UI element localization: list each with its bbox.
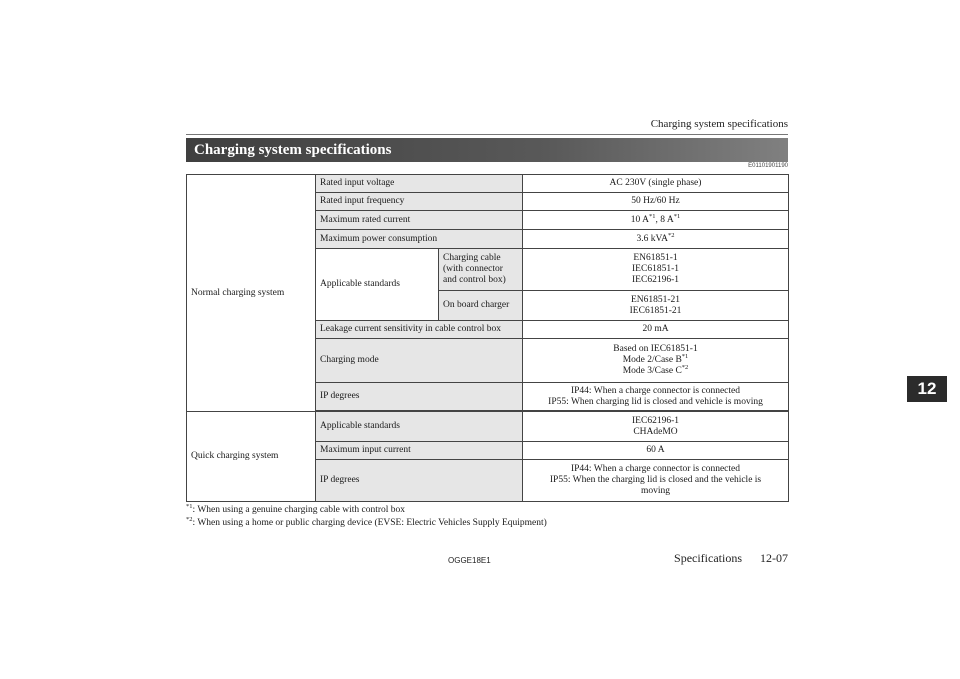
row-label: Applicable standards <box>316 249 439 321</box>
quick-system-label: Quick charging system <box>187 412 316 502</box>
row-label: Maximum input current <box>316 442 523 460</box>
row-label: Maximum power consumption <box>316 230 523 249</box>
chapter-tab: 12 <box>907 376 947 402</box>
separator-text: , <box>655 214 661 225</box>
row-value <box>523 339 789 383</box>
value-line: IP44: When a charge connector is connected <box>570 464 740 474</box>
value-line: IEC61851-1 <box>632 264 679 274</box>
value-line: IEC62196-1 <box>632 415 679 426</box>
table-row <box>187 175 789 193</box>
footnotes <box>186 504 788 530</box>
page-number: 12-07 <box>760 551 788 565</box>
row-label: Charging mode <box>316 339 523 383</box>
header-rule <box>186 134 788 135</box>
section-title-bar <box>186 138 788 162</box>
row-label: Maximum rated current <box>316 211 523 230</box>
footer-section: Specifications <box>674 551 742 565</box>
footnote-mark: *1 <box>186 502 193 510</box>
page-title: Charging system specifications <box>194 142 392 158</box>
footnote-ref: *2 <box>681 363 689 371</box>
value-line: IP44: When a charge connector is connected <box>570 385 740 396</box>
footnote-ref: *1 <box>681 352 689 360</box>
value-line: CHAdeMO <box>633 426 678 437</box>
value-line <box>527 363 784 377</box>
running-head: Charging system specifications <box>650 118 788 130</box>
value-line: EN61851-1 <box>633 253 678 263</box>
value-text: 3.6 kVA <box>636 233 668 244</box>
row-value <box>523 230 789 249</box>
row-label: IP degrees <box>316 383 523 411</box>
row-value <box>523 383 789 411</box>
value-line: Based on IEC61851-1 <box>613 344 698 354</box>
sub-label-line: Charging cable <box>443 253 501 263</box>
sub-label: On board charger <box>439 291 523 321</box>
normal-system-label: Normal charging system <box>187 175 316 412</box>
value-line: IP55: When the charging lid is closed and the vehicle is <box>549 475 762 485</box>
sub-label-line: (with connector <box>443 264 503 274</box>
footnote <box>186 504 788 517</box>
footnote-text: : When using a home or public charging device (EVSE: Electric Vehicles Supply Equipment) <box>192 518 547 528</box>
footnote-ref: *1 <box>649 212 656 220</box>
row-value <box>523 460 789 502</box>
value-line: IEC62196-1 <box>632 275 679 285</box>
footnote-mark: *2 <box>186 515 193 523</box>
value-text: Mode 2/Case B <box>622 355 682 365</box>
value-text: 8 A <box>660 214 674 225</box>
document-code: E01101901190 <box>748 163 788 169</box>
row-value: 20 mA <box>523 321 789 339</box>
sub-label-line: and control box) <box>443 275 506 285</box>
footnote-ref: *2 <box>668 231 675 239</box>
row-label: Applicable standards <box>316 412 523 442</box>
row-label: Rated input voltage <box>316 175 523 193</box>
value-text: 10 A <box>630 214 649 225</box>
footnote <box>186 517 788 530</box>
row-value: 60 A <box>523 442 789 460</box>
row-value <box>523 412 789 442</box>
value-line <box>527 352 784 366</box>
row-label: Leakage current sensitivity in cable control box <box>316 321 523 339</box>
row-label: Rated input frequency <box>316 193 523 211</box>
value-text: Mode 3/Case C <box>622 366 682 376</box>
row-value <box>523 291 789 321</box>
row-value <box>523 249 789 291</box>
value-line: EN61851-21 <box>630 294 681 305</box>
specification-table <box>186 174 789 502</box>
sub-label <box>439 249 523 291</box>
row-value: 50 Hz/60 Hz <box>523 193 789 211</box>
table-row <box>187 412 789 442</box>
footer-page-info <box>674 551 788 566</box>
footnote-text: : When using a genuine charging cable with control box <box>192 505 406 515</box>
footnote-ref: *1 <box>673 212 681 220</box>
value-line: IP55: When charging lid is closed and vehicle is moving <box>548 396 763 407</box>
row-value: AC 230V (single phase) <box>523 175 789 193</box>
footer-code: OGGE18E1 <box>448 556 491 565</box>
value-line: IEC61851-21 <box>629 305 682 316</box>
row-label: IP degrees <box>316 460 523 502</box>
row-value <box>523 211 789 230</box>
value-line: moving <box>640 486 671 496</box>
